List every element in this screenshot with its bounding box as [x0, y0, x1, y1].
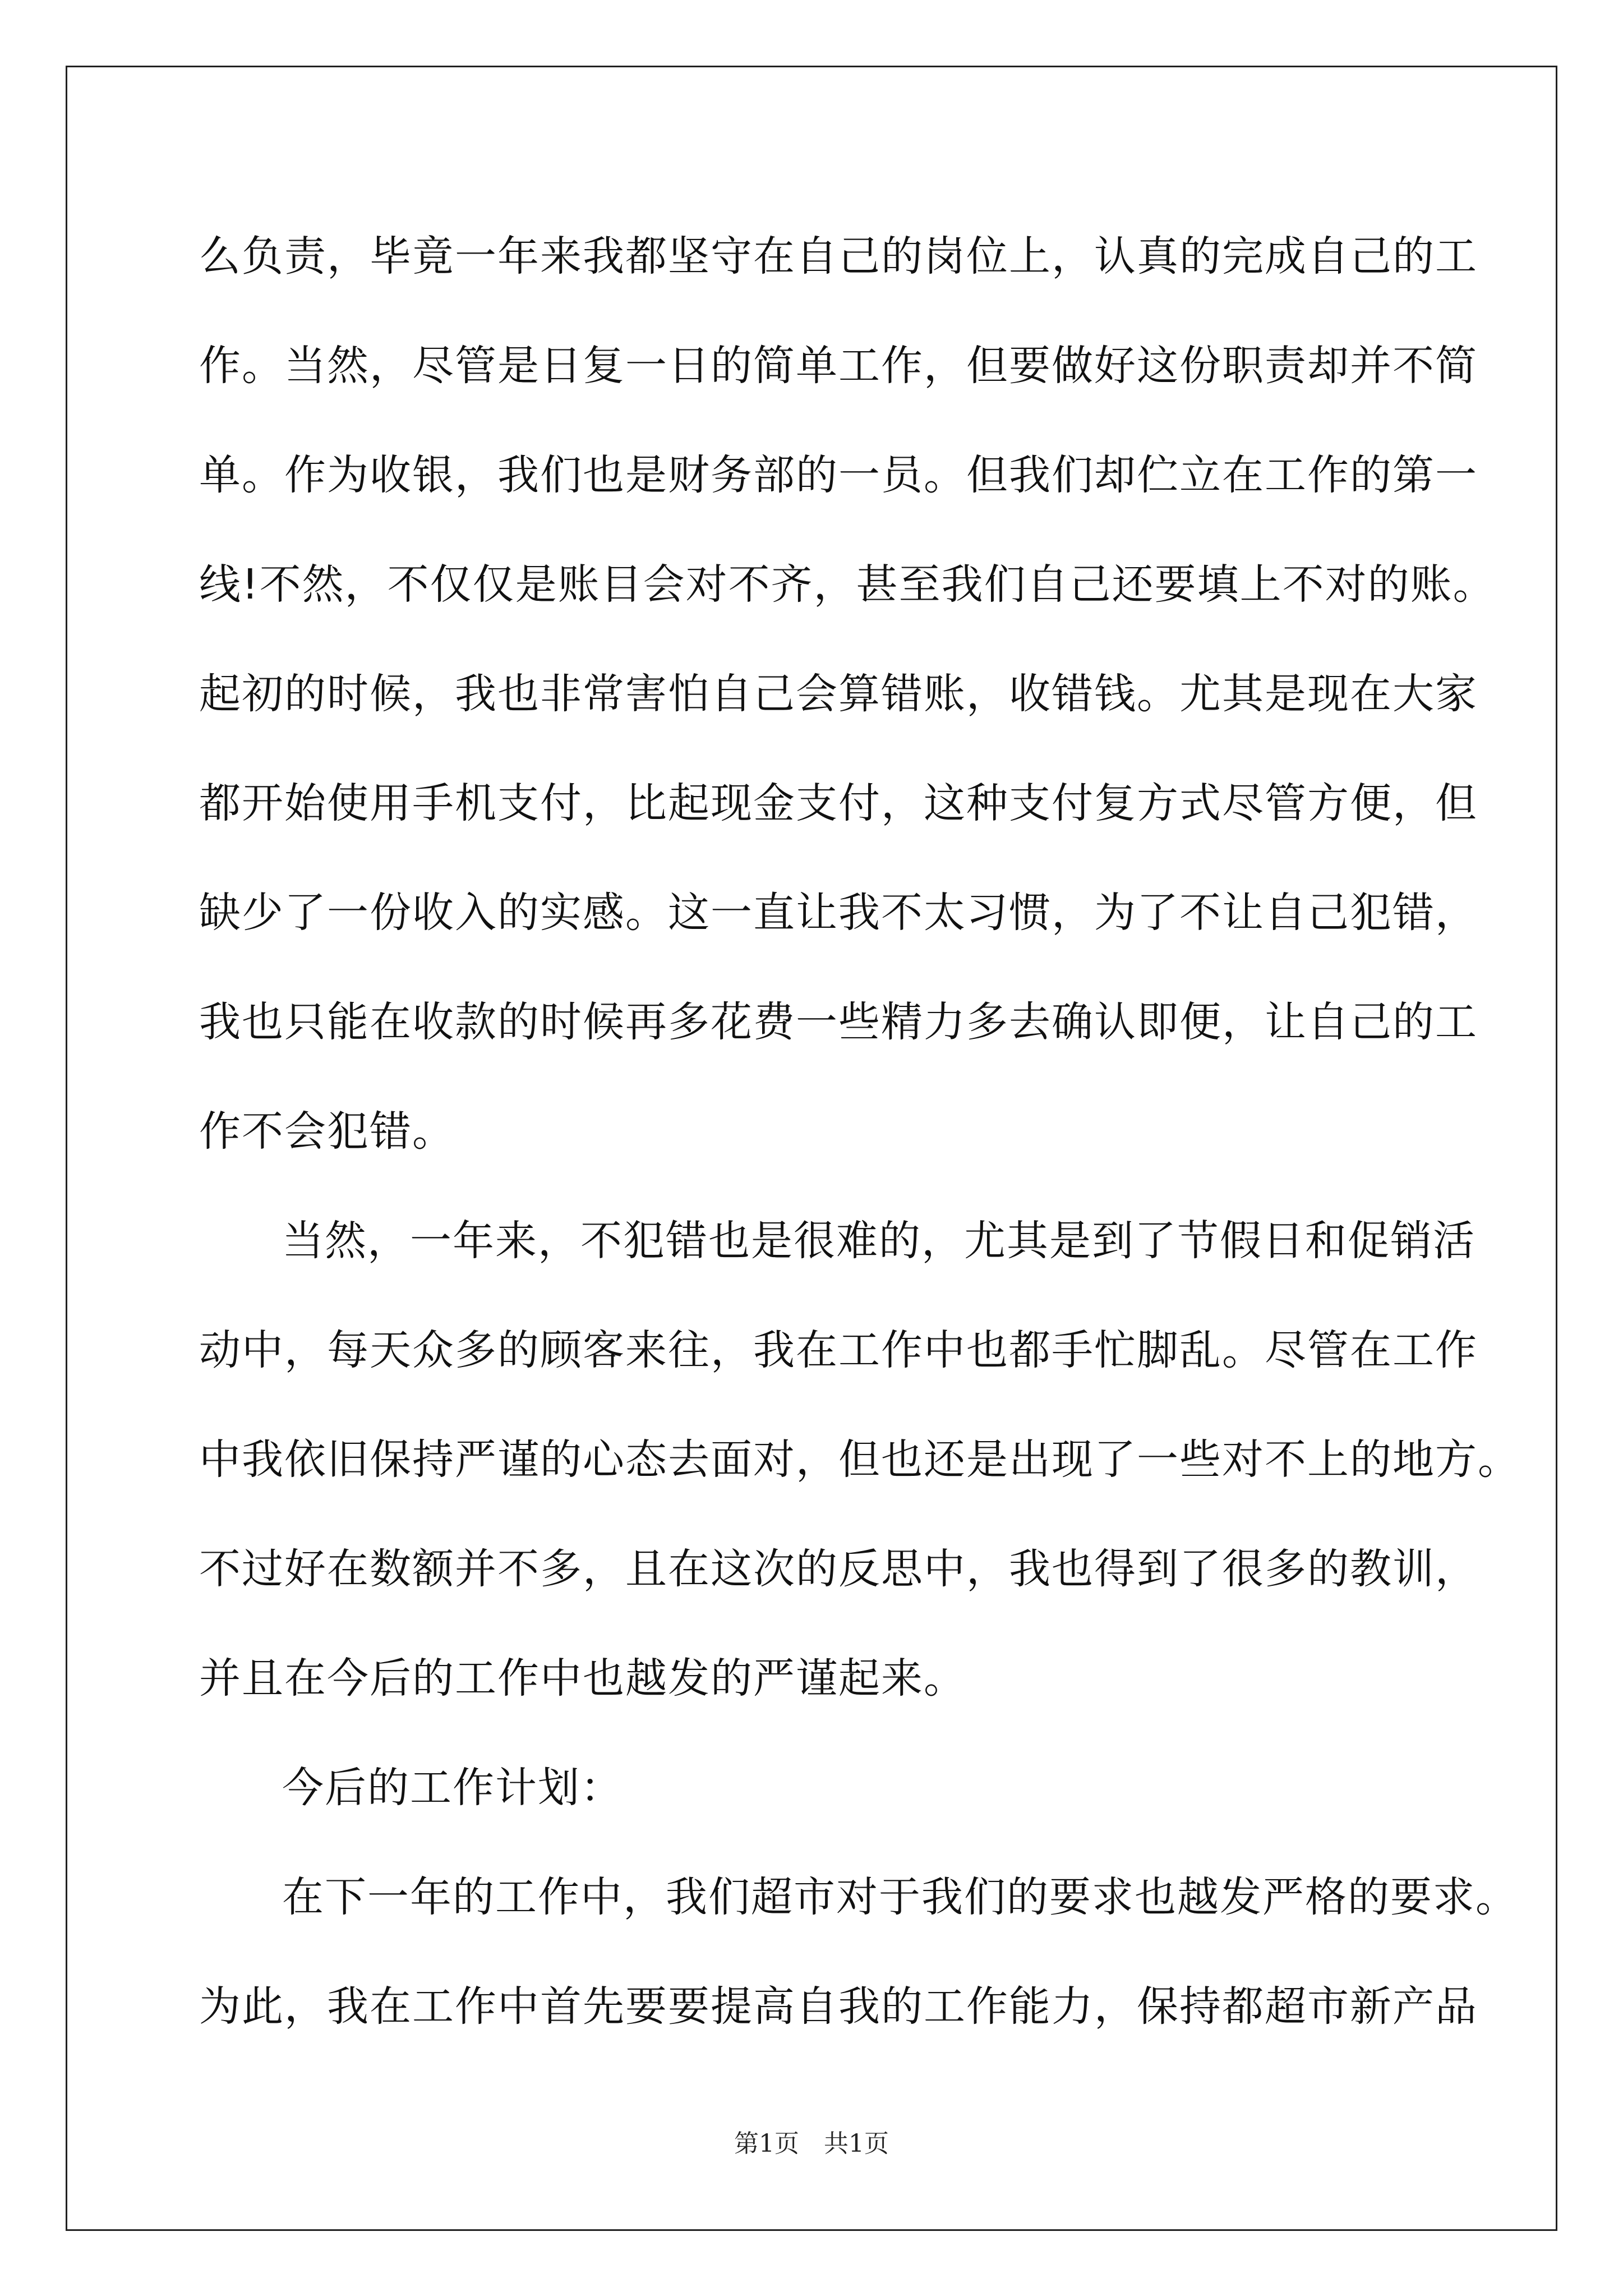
page-number-footer: 第1页 共1页: [734, 2129, 889, 2158]
text-line: 中我依旧保持严谨的心态去面对，但也还是出现了一些对不上的地方。: [199, 1435, 1520, 1484]
section-heading: 今后的工作计划：: [282, 1764, 623, 1812]
text-line: 么负责，毕竟一年来我都坚守在自己的岗位上，认真的完成自己的工: [199, 232, 1478, 280]
text-line: 缺少了一份收入的实感。这一直让我不太习惯，为了不让自己犯错，: [199, 889, 1478, 937]
text-line: 不过好在数额并不多，且在这次的反思中，我也得到了很多的教训，: [199, 1545, 1478, 1593]
paragraph-first-line: 当然，一年来，不犯错也是很难的，尤其是到了节假日和促销活: [282, 1217, 1476, 1265]
text-line: 线!不然，不仅仅是账目会对不齐，甚至我们自己还要填上不对的账。: [199, 560, 1496, 609]
document-body: [199, 202, 1520, 2062]
text-line: 动中，每天众多的顾客来往，我在工作中也都手忙脚乱。尽管在工作: [199, 1326, 1478, 1374]
text-line: 作。当然，尽管是日复一日的简单工作，但要做好这份职责却并不简: [199, 342, 1478, 390]
text-line: 并且在今后的工作中也越发的严谨起来。: [199, 1654, 966, 1703]
text-line: 为此，我在工作中首先要要提高自我的工作能力，保持都超市新产品: [199, 1982, 1478, 2031]
text-line: 单。作为收银，我们也是财务部的一员。但我们却伫立在工作的第一: [199, 451, 1478, 499]
text-line: 起初的时候，我也非常害怕自己会算错账，收错钱。尤其是现在大家: [199, 670, 1478, 718]
text-line: 我也只能在收款的时候再多花费一些精力多去确认即便，让自己的工: [199, 998, 1478, 1046]
paragraph-first-line: 在下一年的工作中，我们超市对于我们的要求也越发严格的要求。: [282, 1873, 1518, 1921]
text-line: 都开始使用手机支付，比起现金支付，这种支付复方式尽管方便，但: [199, 779, 1478, 827]
text-line: 作不会犯错。: [199, 1107, 455, 1156]
